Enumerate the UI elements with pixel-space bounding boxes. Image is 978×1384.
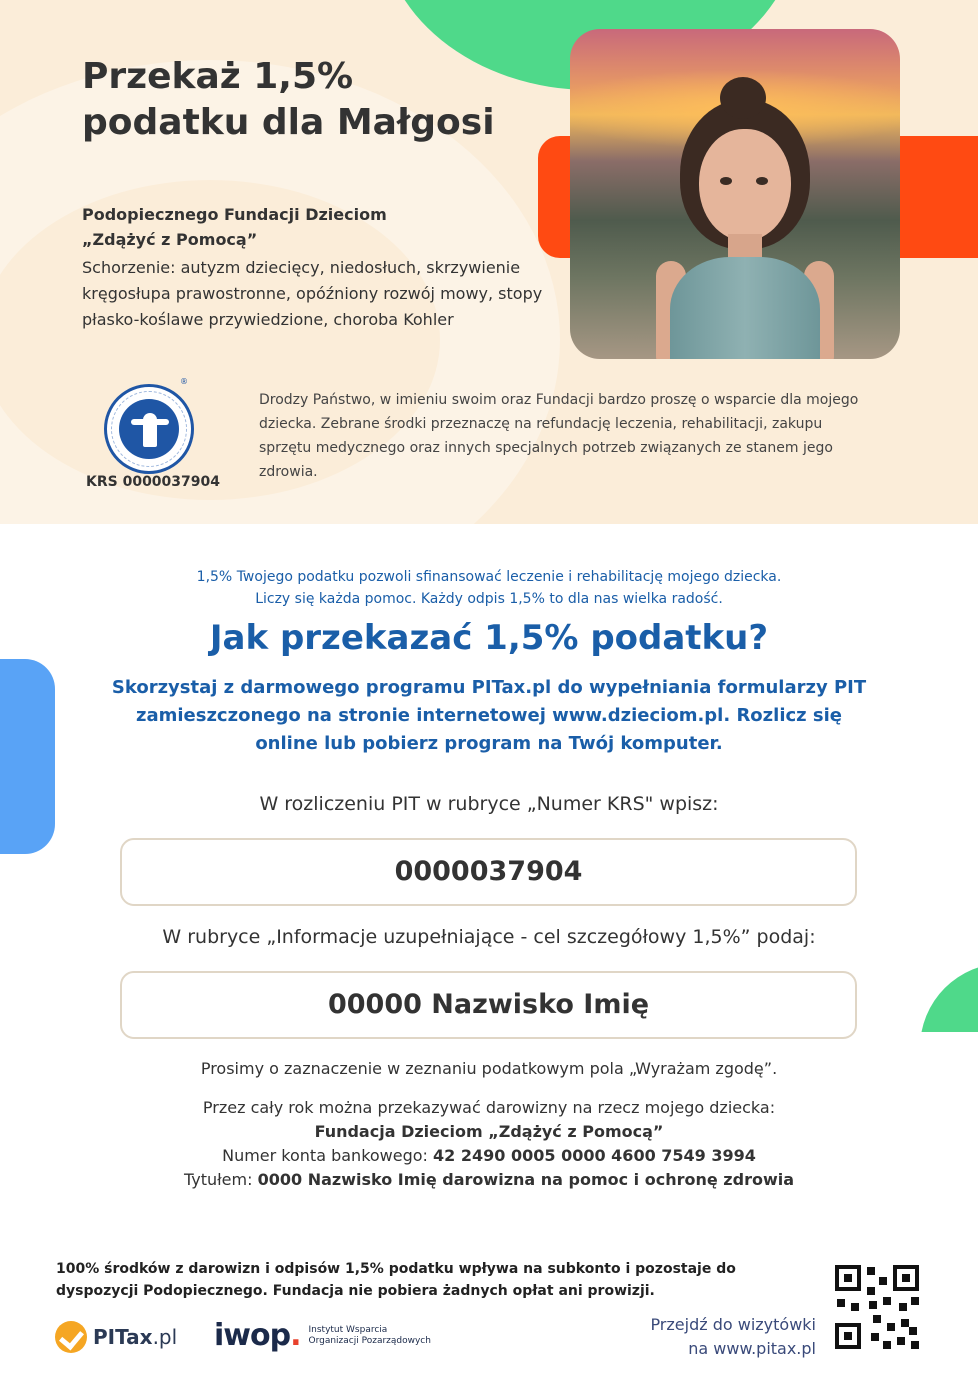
subtitle [82,202,522,252]
title-value: 0000 Nazwisko Imię darowizna na pomoc i ochronę zdrowia [257,1170,795,1189]
visit-line-1: Przejdź do wizytówki [650,1315,816,1334]
pitax-name: PITax [93,1325,153,1349]
visit-line-2: na www.pitax.pl [688,1339,816,1358]
subtitle-line-1: Podopiecznego Fundacji Dzieciom [82,205,387,224]
footer-note: 100% środków z darowizn i odpisów 1,5% podatku wpływa na subkonto i pozostaje do dyspozycji Podopiecznego. Fundacja nie pobiera żadnych opłat ani prowizji. [56,1261,736,1299]
krs-number: KRS 0000037904 [86,474,220,490]
howto-description: Skorzystaj z darmowego programu PITax.pl do wypełniania formularzy PIT zamieszczonego na stronie internetowej www.dzieciom.pl. Rozlicz się online lub pobierz program na Twój komputer. [111,677,867,754]
krs-value-box: 0000037904 [120,838,857,906]
pitax-domain: .pl [152,1325,178,1349]
iwop-logo[interactable] [214,1318,431,1353]
iwop-name: iwop [214,1318,291,1353]
condition-text: Schorzenie: autyzm dziecięcy, niedosłuch, skrzywienie kręgosłupa prawostronne, opóźniony rozwój mowy, stopy płasko-koślawe przywiedzione, choroba Kohler [82,258,543,329]
iwop-line-2: Organizacji Pozarządowych [308,1335,431,1346]
iwop-line-1: Instytut Wsparcia [308,1324,388,1335]
consent-text: Prosimy o zaznaczenie w zeznaniu podatkowym pola „Wyrażam zgodę”. [200,1059,778,1078]
cel-value-box: 00000 Nazwisko Imię [120,971,857,1039]
pitax-logo[interactable] [55,1320,177,1354]
decorative-blue-tab [0,659,55,854]
visit-link[interactable] [600,1313,816,1361]
donation-foundation-name: Fundacja Dzieciom „Zdążyć z Pomocą” [314,1122,664,1141]
cel-field-label: W rubryce „Informacje uzupełniające - cel szczegółowy 1,5%” podaj: [162,926,816,948]
registered-mark: ® [180,377,188,386]
page-title: Przekaż 1,5% podatku dla Małgosi [82,56,495,143]
letter-text: Drodzy Państwo, w imieniu swoim oraz Fundacji bardzo proszę o wsparcie dla mojego dziecka. Zebrane środki przeznaczę na refundację leczenia, rehabilitacji, zakupu sprzętu medycznego oraz innych specjalnych potrzeb związanych ze stanem jego zdrowia. [259,392,859,480]
pitax-check-icon [55,1321,87,1353]
krs-field-label: W rozliczeniu PIT w rubryce „Numer KRS" wpisz: [259,793,719,815]
account-number: 42 2490 0005 0000 4600 7549 3994 [433,1146,756,1165]
header-section [0,0,978,524]
title-label: Tytułem: [183,1170,258,1189]
child-photo [570,29,900,359]
donation-info [0,1096,978,1192]
donation-intro: Przez cały rok można przekazywać darowizny na rzecz mojego dziecka: [202,1098,776,1117]
foundation-logo-icon [104,384,194,474]
subtitle-line-2: „Zdążyć z Pomocą” [82,230,258,249]
howto-heading: Jak przekazać 1,5% podatku? [209,618,769,658]
iwop-dot: . [290,1318,301,1353]
intro-line-2: Liczy się każda pomoc. Każdy odpis 1,5% to dla nas wielka radość. [255,591,723,607]
qr-code-icon[interactable] [833,1263,921,1351]
account-label: Numer konta bankowego: [222,1146,434,1165]
intro-text [0,566,978,610]
intro-line-1: 1,5% Twojego podatku pozwoli sfinansować leczenie i rehabilitację mojego dziecka. [196,569,782,585]
